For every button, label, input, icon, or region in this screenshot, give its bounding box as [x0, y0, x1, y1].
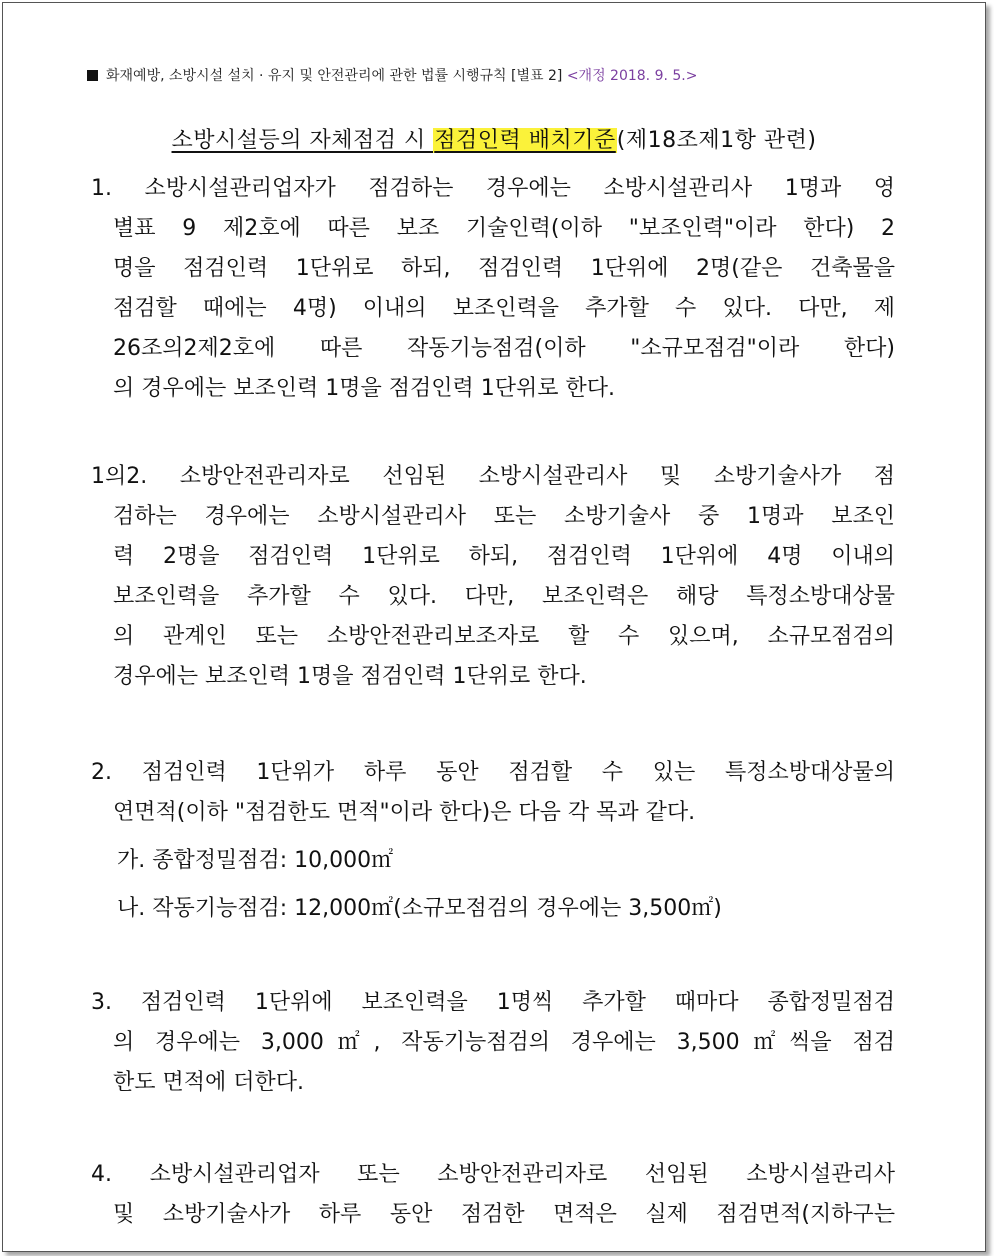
text-line: 력 2명을 점검인력 1단위로 하되, 점검인력 1단위에 4명 이내의 [113, 544, 895, 569]
item-4 [91, 1155, 895, 1235]
title-part1: 소방시설등의 자체점검 시 [171, 128, 434, 153]
text-line: 3. 점검인력 1단위에 보조인력을 1명씩 추가할 때마다 종합정밀점검 [91, 990, 895, 1015]
text-line: 점검할 때에는 4명) 이내의 보조인력을 추가할 수 있다. 다만, 제 [113, 296, 895, 321]
header-text: 화재예방, 소방시설 설치 · 유지 및 안전관리에 관한 법률 시행규칙 [별표 2] [106, 68, 567, 84]
document-header [87, 65, 697, 85]
item-3 [91, 983, 895, 1103]
text-line: 26조의2제2호에 따른 작동기능점검(이하 "소규모점검"이라 한다) [113, 336, 895, 361]
item-1-2 [91, 457, 895, 697]
text-line: 의 경우에는 보조인력 1명을 점검인력 1단위로 한다. [113, 376, 615, 401]
text-line: 경우에는 보조인력 1명을 점검인력 1단위로 한다. [113, 664, 587, 689]
text-line: 별표 9 제2호에 따른 보조 기술인력(이하 "보조인력"이라 한다) 2 [113, 216, 895, 241]
revision-note: <개정 2018. 9. 5.> [566, 68, 698, 84]
text-line: 의 경우에는 3,000㎡, 작동기능점검의 경우에는 3,500㎡씩을 점검 [113, 1030, 895, 1055]
text-line: 1. 소방시설관리업자가 점검하는 경우에는 소방시설관리사 1명과 영 [91, 176, 895, 201]
text-line: 가. 종합정밀점검: 10,000㎡ [117, 848, 394, 873]
item-2-sub-a [91, 841, 895, 881]
item-2 [91, 753, 895, 833]
text-line: 의 관계인 또는 소방안전관리보조자로 할 수 있으며, 소규모점검의 [113, 624, 895, 649]
text-line: 및 소방기술사가 하루 동안 점검한 면적은 실제 점검면적(지하구는 [113, 1202, 895, 1227]
document-page [2, 2, 986, 1252]
text-line: 연면적(이하 "점검한도 면적"이라 한다)은 다음 각 목과 같다. [113, 800, 696, 825]
text-line: 명을 점검인력 1단위로 하되, 점검인력 1단위에 2명(같은 건축물을 [113, 256, 895, 281]
text-line: 보조인력을 추가할 수 있다. 다만, 보조인력은 해당 특정소방대상물 [113, 584, 895, 609]
text-line: 나. 작동기능점검: 12,000㎡(소규모점검의 경우에는 3,500㎡) [117, 896, 722, 921]
text-line: 1의2. 소방안전관리자로 선임된 소방시설관리사 및 소방기술사가 점 [91, 464, 895, 489]
square-bullet-icon [87, 70, 98, 81]
document-title [3, 123, 985, 154]
text-line: 검하는 경우에는 소방시설관리사 또는 소방기술사 중 1명과 보조인 [113, 504, 895, 529]
text-line: 4. 소방시설관리업자 또는 소방안전관리자로 선임된 소방시설관리사 [91, 1162, 895, 1187]
text-line: 한도 면적에 더한다. [113, 1070, 304, 1095]
text-line: 2. 점검인력 1단위가 하루 동안 점검할 수 있는 특정소방대상물의 [91, 760, 895, 785]
item-1 [91, 169, 895, 409]
title-part2: (제18조제1항 관련) [616, 128, 817, 153]
title-highlight: 점검인력 배치기준 [434, 128, 616, 153]
item-2-sub-b [91, 889, 895, 929]
